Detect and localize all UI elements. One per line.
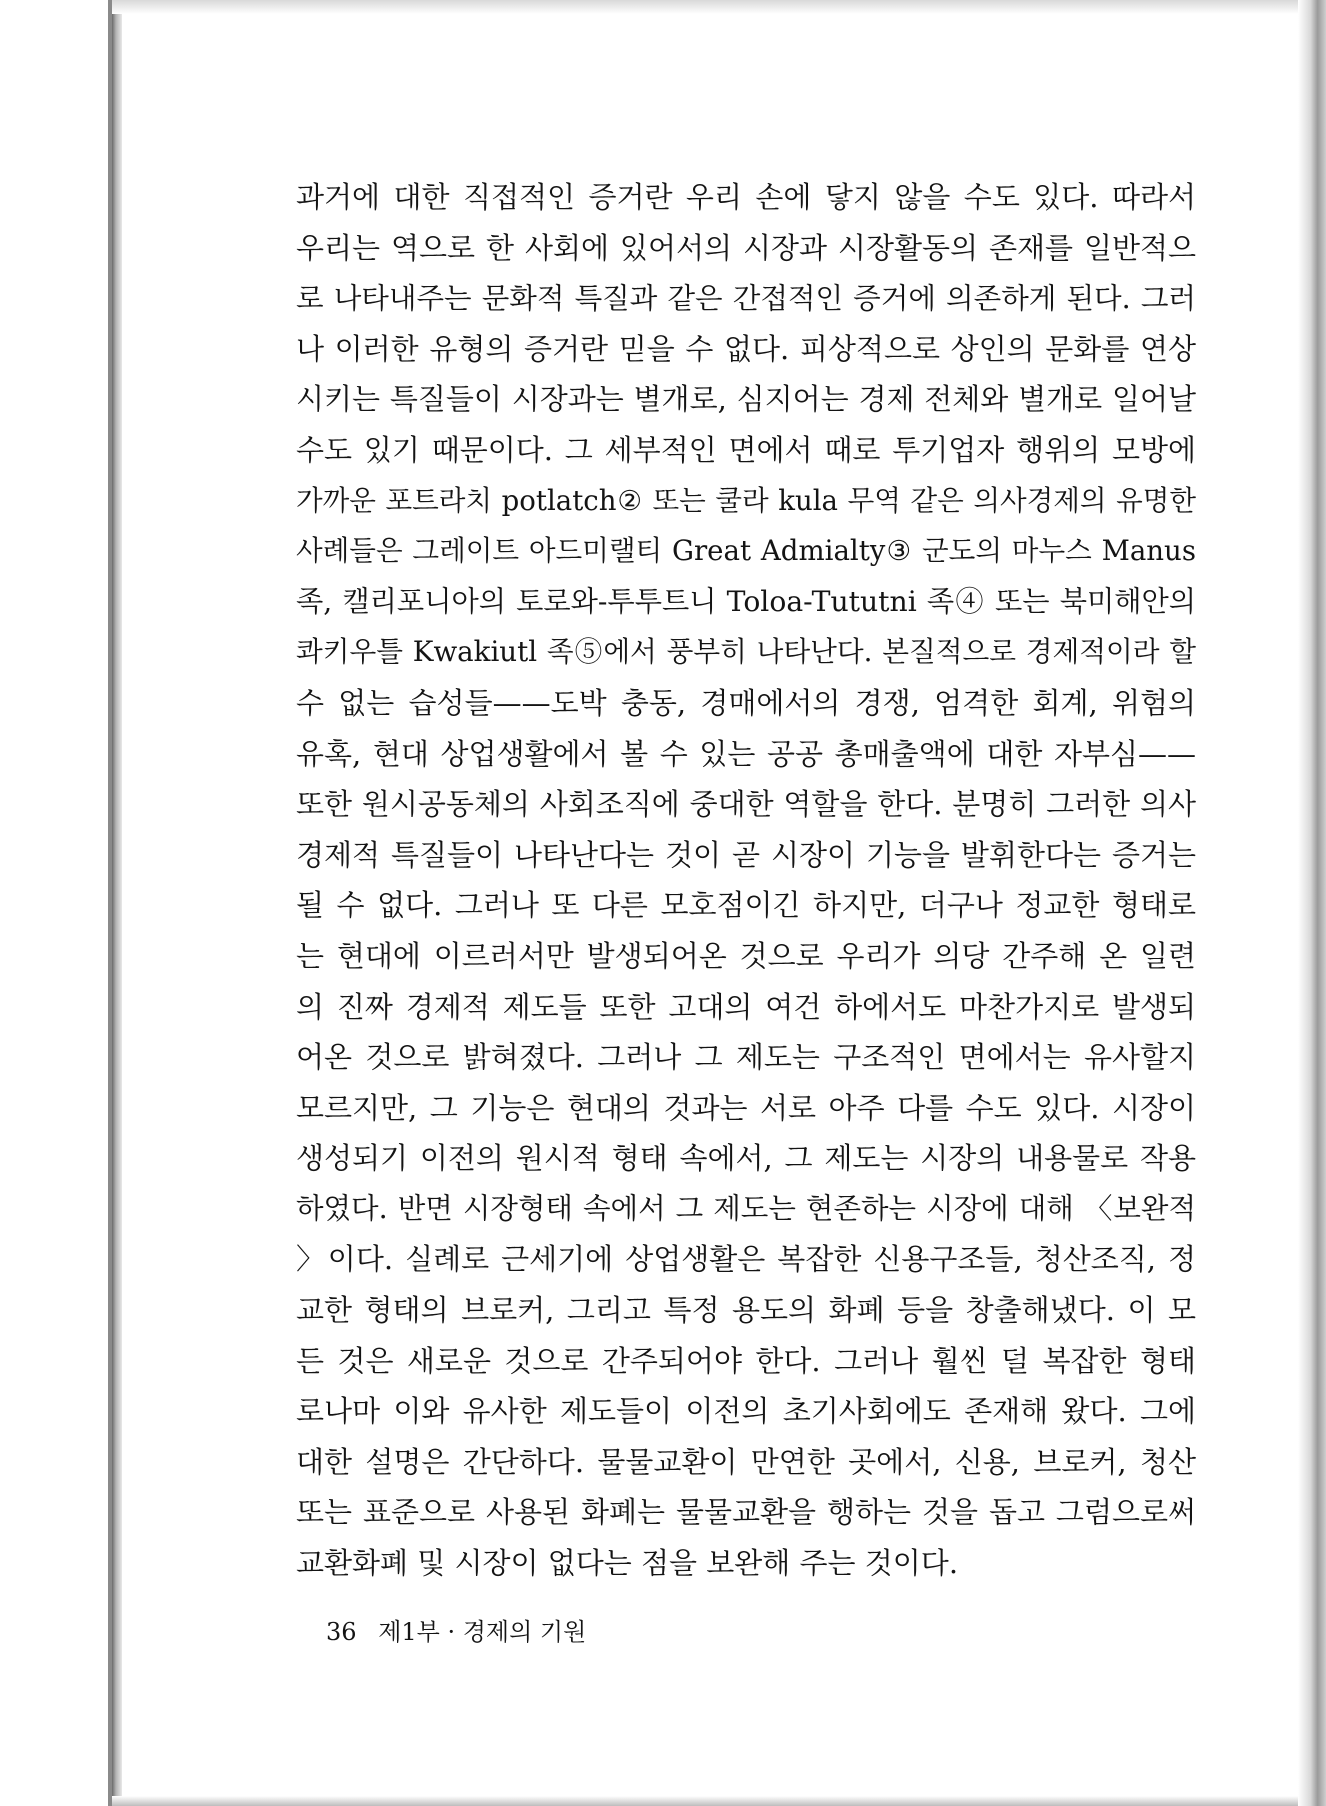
- text-line: 우리는 역으로 한 사회에 있어서의 시장과 시장활동의 존재를 일반적으: [296, 230, 1196, 265]
- text-line: 콰키우틀 Kwakiutl 족⑤에서 풍부히 나타난다. 본질적으로 경제적이라 할: [296, 635, 1196, 669]
- text-line: 는 현대에 이르러서만 발생되어온 것으로 우리가 의당 간주해 온 일련: [296, 938, 1196, 973]
- body-text: [296, 172, 1196, 1589]
- text-line: 시키는 특질들이 시장과는 별개로, 심지어는 경제 전체와 별개로 일어날: [296, 382, 1196, 417]
- text-line: 〉이다. 실례로 근세기에 상업생활은 복잡한 신용구조들, 청산조직, 정: [296, 1242, 1196, 1277]
- text-line: 든 것은 새로운 것으로 간주되어야 한다. 그러나 훨씬 덜 복잡한 형태: [296, 1343, 1196, 1378]
- running-head: 제1부 · 경제의 기원: [378, 1618, 587, 1646]
- text-line: 하였다. 반면 시장형태 속에서 그 제도는 현존하는 시장에 대해 〈보완적: [296, 1191, 1196, 1225]
- text-line: 사례들은 그레이트 아드미랠티 Great Admialty③ 군도의 마누스 Manus: [296, 534, 1196, 568]
- text-line: 로나마 이와 유사한 제도들이 이전의 초기사회에도 존재해 왔다. 그에: [296, 1394, 1196, 1429]
- text-line: 어온 것으로 밝혀졌다. 그러나 그 제도는 구조적인 면에서는 유사할지: [296, 1040, 1196, 1075]
- book-spine-shadow: [112, 0, 122, 1806]
- text-line: 수도 있기 때문이다. 그 세부적인 면에서 때로 투기업자 행위의 모방에: [296, 432, 1196, 467]
- text-line: 수 없는 습성들——도박 충동, 경매에서의 경쟁, 엄격한 회계, 위험의: [296, 685, 1196, 720]
- text-line: 대한 설명은 간단하다. 물물교환이 만연한 곳에서, 신용, 브로커, 청산: [296, 1444, 1196, 1479]
- text-line: 모르지만, 그 기능은 현대의 것과는 서로 아주 다를 수도 있다. 시장이: [296, 1090, 1196, 1125]
- page-footer: [326, 1612, 586, 1647]
- page-right-edge: [1298, 0, 1326, 1806]
- text-line: 교환화폐 및 시장이 없다는 점을 보완해 주는 것이다.: [296, 1546, 959, 1581]
- text-line: 또한 원시공동체의 사회조직에 중대한 역할을 한다. 분명히 그러한 의사: [296, 787, 1196, 822]
- text-line: 생성되기 이전의 원시적 형태 속에서, 그 제도는 시장의 내용물로 작용: [296, 1141, 1196, 1176]
- text-line: 가까운 포트라치 potlatch② 또는 쿨라 kula 무역 같은 의사경제의 유명한: [296, 483, 1196, 517]
- text-line: 또는 표준으로 사용된 화폐는 물물교환을 행하는 것을 돕고 그럼으로써: [296, 1495, 1196, 1530]
- page-bottom-edge: [112, 1796, 1326, 1806]
- page-top-edge: [112, 0, 1326, 14]
- text-line: 과거에 대한 직접적인 증거란 우리 손에 닿지 않을 수도 있다. 따라서: [296, 180, 1196, 214]
- text-line: 족, 캘리포니아의 토로와-투투트니 Toloa-Tututni 족④ 또는 북미해안의: [296, 584, 1196, 618]
- page-number: 36: [326, 1618, 357, 1646]
- text-line: 경제적 특질들이 나타난다는 것이 곧 시장이 기능을 발휘한다는 증거는: [296, 837, 1196, 872]
- text-line: 나 이러한 유형의 증거란 믿을 수 없다. 피상적으로 상인의 문화를 연상: [296, 331, 1196, 366]
- text-line: 유혹, 현대 상업생활에서 볼 수 있는 공공 총매출액에 대한 자부심——: [296, 736, 1196, 771]
- text-line: 될 수 없다. 그러나 또 다른 모호점이긴 하지만, 더구나 정교한 형태로: [296, 888, 1196, 923]
- text-line: 교한 형태의 브로커, 그리고 특정 용도의 화폐 등을 창출해냈다. 이 모: [296, 1293, 1196, 1328]
- text-line: 의 진짜 경제적 제도들 또한 고대의 여건 하에서도 마찬가지로 발생되: [296, 989, 1196, 1024]
- text-line: 로 나타내주는 문화적 특질과 같은 간접적인 증거에 의존하게 된다. 그러: [296, 281, 1196, 316]
